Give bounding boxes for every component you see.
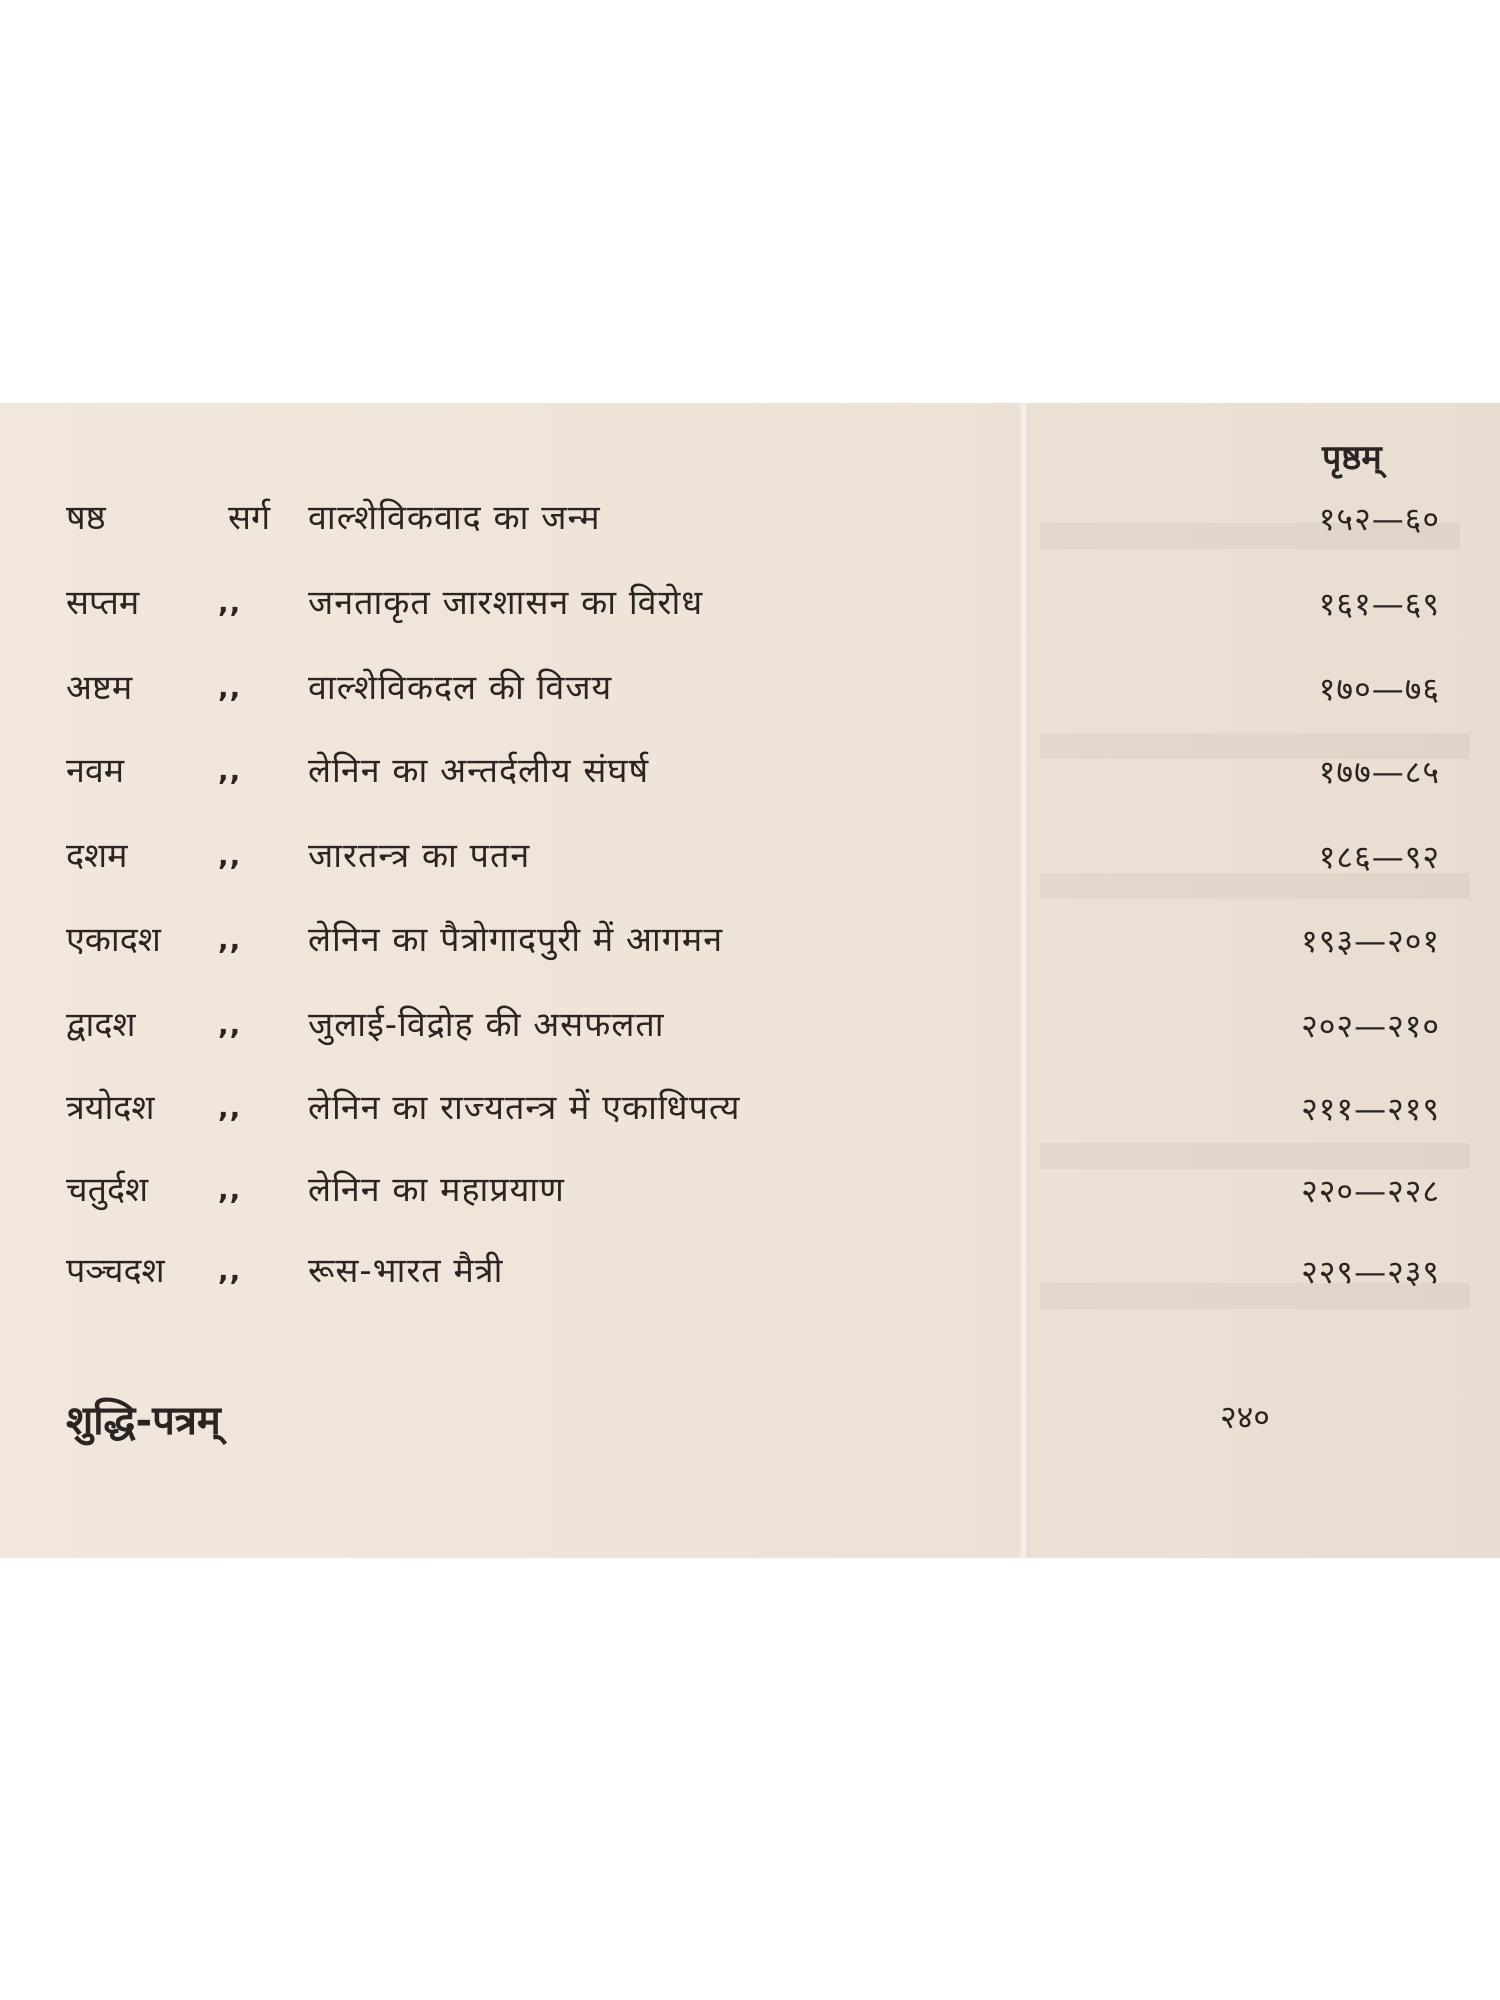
chapter-ordinal: अष्टम: [66, 668, 133, 708]
chapter-ordinal: दशम: [66, 836, 128, 876]
ditto-mark: ,,: [218, 586, 242, 619]
chapter-title: वाल्शेविकवाद का जन्म: [308, 498, 601, 538]
toc-row: [0, 493, 1500, 563]
toc-row: [0, 1083, 1500, 1153]
toc-row: [0, 1000, 1500, 1070]
ditto-mark: ,,: [218, 754, 242, 787]
toc-row: [0, 578, 1500, 648]
chapter-title: लेनिन का अन्तर्दलीय संघर्ष: [308, 751, 650, 791]
chapter-title: जनताकृत जारशासन का विरोध: [308, 583, 704, 623]
page-range: १९३—२०१: [1301, 922, 1440, 960]
page-range: २२९—२३९: [1301, 1253, 1440, 1291]
page-range: १७०—७६: [1318, 670, 1440, 708]
unit-label: सर्ग: [228, 498, 271, 538]
errata-title: शुद्धि-पत्रम्: [66, 1398, 221, 1444]
ditto-mark: ,,: [218, 1173, 242, 1206]
ditto-mark: ,,: [218, 1091, 242, 1124]
chapter-title: जुलाई-विद्रोह की असफलता: [308, 1005, 665, 1045]
page-range: १५२—६०: [1318, 500, 1440, 538]
ditto-mark: ,,: [218, 1254, 242, 1287]
chapter-title: वाल्शेविकदल की विजय: [308, 668, 613, 708]
page-range: १७७—८५: [1318, 753, 1440, 791]
page-range: २२०—२२८: [1301, 1172, 1440, 1210]
toc-row: [0, 1246, 1500, 1316]
chapter-title: लेनिन का पैत्रोगादपुरी में आगमन: [308, 920, 724, 960]
page-range: २११—२१९: [1301, 1090, 1440, 1128]
chapter-ordinal: नवम: [66, 751, 125, 791]
ditto-mark: ,,: [218, 923, 242, 956]
page-range: २०२—२१०: [1301, 1007, 1440, 1045]
chapter-ordinal: सप्तम: [66, 583, 140, 623]
page-column-header: पृष्ठम्: [1322, 438, 1382, 478]
page-range: १८६—९२: [1318, 838, 1440, 876]
chapter-title: रूस-भारत मैत्री: [308, 1251, 504, 1291]
chapter-ordinal: षष्ठ: [66, 498, 106, 538]
toc-row: [0, 915, 1500, 985]
toc-row: [0, 831, 1500, 901]
chapter-title: लेनिन का महाप्रयाण: [308, 1170, 565, 1210]
chapter-ordinal: त्रयोदश: [66, 1088, 155, 1128]
chapter-title: लेनिन का राज्यतन्त्र में एकाधिपत्य: [308, 1088, 741, 1128]
chapter-title: जारतन्त्र का पतन: [308, 836, 531, 876]
ditto-mark: ,,: [218, 671, 242, 704]
toc-row: [0, 663, 1500, 733]
chapter-ordinal: द्वादश: [66, 1005, 136, 1045]
chapter-ordinal: एकादश: [66, 920, 161, 960]
page-range: १६१—६९: [1318, 585, 1440, 623]
toc-row: [0, 746, 1500, 816]
ditto-mark: ,,: [218, 1008, 242, 1041]
scanned-page: [0, 403, 1500, 1558]
errata-page: २४०: [1220, 1398, 1270, 1436]
toc-row: [0, 1165, 1500, 1235]
chapter-ordinal: चतुर्दश: [66, 1170, 149, 1210]
chapter-ordinal: पञ्चदश: [66, 1251, 165, 1291]
ditto-mark: ,,: [218, 839, 242, 872]
